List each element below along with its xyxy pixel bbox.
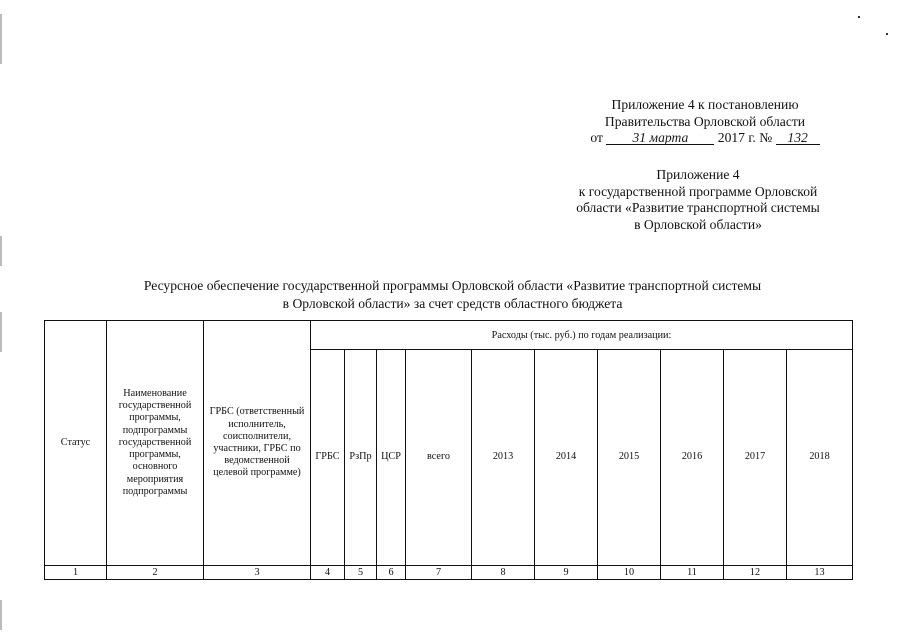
column-number: 10 — [598, 566, 661, 580]
header-grbs-code: ГРБС — [311, 350, 345, 566]
column-number: 5 — [345, 566, 377, 580]
header-grbs-full: ГРБС (ответственный исполнитель, соисполнители, участники, ГРБС по ведомственной целевой программе) — [204, 321, 311, 566]
appendix-to-program — [548, 167, 848, 233]
column-number: 1 — [45, 566, 107, 580]
column-number: 2 — [107, 566, 204, 580]
date-prefix: от — [590, 130, 603, 146]
scan-edge-mark — [0, 600, 2, 630]
title-line1: Ресурсное обеспечение государственной программы Орловской области «Развитие транспортной системы — [143, 278, 762, 293]
header-status: Статус — [45, 321, 107, 566]
handwritten-date: 31 марта — [606, 131, 714, 145]
header-year-2017: 2017 — [724, 350, 787, 566]
appendix-resolution-date-line — [560, 130, 850, 147]
header-year-2016: 2016 — [661, 350, 724, 566]
header-rzpr: РзПр — [345, 350, 377, 566]
date-suffix: 2017 г. № — [717, 130, 773, 146]
appendix-program-line4: в Орловской области» — [634, 216, 762, 232]
appendix-resolution-line2: Правительства Орловской области — [604, 113, 806, 129]
scan-speck — [886, 33, 888, 35]
appendix-resolution-line1: Приложение 4 к постановлению — [611, 97, 799, 112]
header-year-2013: 2013 — [472, 350, 535, 566]
header-csr: ЦСР — [377, 350, 406, 566]
column-number: 8 — [472, 566, 535, 580]
document-title — [60, 277, 845, 312]
appendix-program-line2: к государственной программе Орловской — [578, 183, 818, 199]
header-year-2014: 2014 — [535, 350, 598, 566]
column-numbering-row — [45, 566, 853, 580]
column-number: 7 — [406, 566, 472, 580]
scan-speck — [858, 16, 860, 18]
appendix-to-resolution — [560, 97, 850, 147]
header-name: Наименование государственной программы, подпрограммы государственной программы, основного мероприятия подпрограммы — [107, 321, 204, 566]
title-line2: в Орловской области» за счет средств областного бюджета — [282, 295, 623, 311]
header-expenses: Расходы (тыс. руб.) по годам реализации: — [311, 321, 853, 350]
scan-edge-mark — [0, 236, 2, 266]
column-number: 12 — [724, 566, 787, 580]
scan-edge-mark — [0, 14, 2, 64]
scan-edge-mark — [0, 312, 2, 352]
column-number: 3 — [204, 566, 311, 580]
appendix-program-line1: Приложение 4 — [656, 167, 740, 182]
column-number: 9 — [535, 566, 598, 580]
appendix-program-line3: области «Развитие транспортной системы — [576, 200, 820, 216]
header-year-2015: 2015 — [598, 350, 661, 566]
column-number: 4 — [311, 566, 345, 580]
budget-table — [44, 320, 853, 580]
column-number: 6 — [377, 566, 406, 580]
column-number: 13 — [787, 566, 853, 580]
handwritten-number: 132 — [776, 131, 820, 145]
header-total: всего — [406, 350, 472, 566]
column-number: 11 — [661, 566, 724, 580]
header-year-2018: 2018 — [787, 350, 853, 566]
